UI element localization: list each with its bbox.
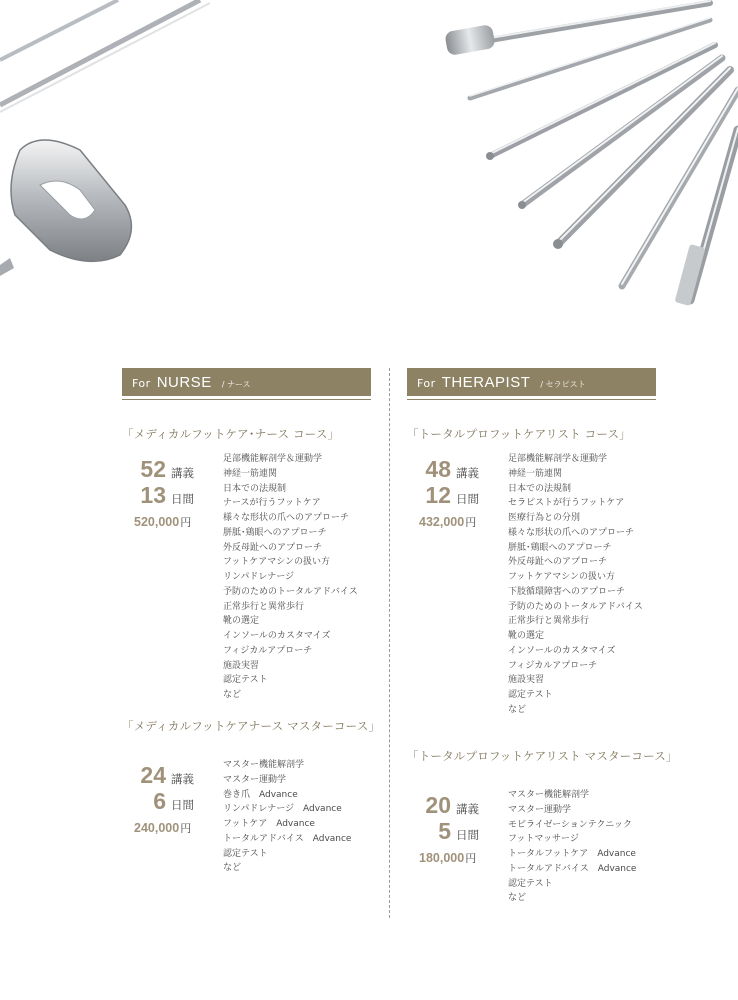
topic-item: 医療行為との分別	[508, 513, 581, 523]
header-role: NURSE	[156, 374, 212, 391]
lecture-count: 24	[140, 762, 166, 788]
course-stats	[419, 456, 504, 530]
course-title: 「メディカルフットケアナース マスターコース」	[122, 719, 381, 733]
lecture-count: 20	[425, 792, 451, 818]
day-unit: 日間	[171, 798, 194, 812]
header-role: THERAPIST	[441, 374, 531, 391]
topic-item: 靴の選定	[223, 616, 260, 627]
topic-item: 様々な形状の爪へのアプローチ	[508, 527, 635, 538]
topic-item: インソールのカスタマイズ	[508, 645, 616, 656]
day-count: 13	[140, 482, 166, 508]
course-stats	[134, 762, 219, 836]
topic-list	[223, 758, 351, 876]
course-stats	[134, 456, 219, 530]
topic-item: 下肢循環障害へのアプローチ	[508, 586, 626, 597]
topic-item: リンパドレナージ	[223, 572, 295, 582]
header-sub: / ナース	[221, 380, 251, 389]
topic-item: 足部機能解剖学＆運動学	[223, 454, 323, 464]
topic-item: 正常歩行と異常歩行	[508, 616, 590, 627]
lecture-unit: 講義	[456, 466, 479, 480]
course-details	[407, 456, 656, 748]
topic-item: トータルアドバイス Advance	[508, 863, 637, 874]
topic-item: フットケアマシンの扱い方	[508, 572, 615, 582]
topic-item: 胼胝･鶏眼へのアプローチ	[223, 527, 327, 538]
topic-item: 施設実習	[508, 675, 545, 686]
topic-list	[508, 452, 643, 718]
topic-item: 予防のためのトータルアドバイス	[508, 601, 643, 612]
topic-item: 神経一筋連関	[223, 468, 278, 479]
topic-item: リンパドレナージ Advance	[223, 804, 342, 815]
price-unit: 円	[465, 517, 477, 529]
topic-list	[223, 452, 358, 703]
price-unit: 円	[465, 853, 477, 865]
day-unit: 日間	[456, 492, 479, 506]
day-unit: 日間	[171, 492, 194, 506]
topic-item: 外反母趾へのアプローチ	[223, 542, 323, 553]
header-for: For	[417, 377, 436, 390]
topic-item: 施設実習	[223, 660, 260, 671]
course-title: 「トータルプロフットケアリスト コース」	[407, 427, 631, 441]
price-value: 520,000	[134, 515, 180, 529]
topic-item: マスター運動学	[223, 774, 287, 785]
header-for: For	[132, 377, 151, 390]
topic-item: 巻き爪 Advance	[223, 789, 298, 800]
foot-care-tools-image	[0, 0, 738, 330]
therapist-column	[407, 368, 678, 904]
course-stats	[419, 792, 504, 866]
topic-item: マスター機能解剖学	[508, 790, 590, 800]
topic-item: など	[223, 863, 242, 874]
topic-item: 外反母趾へのアプローチ	[508, 557, 608, 568]
topic-item: 認定テスト	[508, 690, 553, 700]
price-unit: 円	[180, 823, 192, 835]
topic-item: など	[223, 690, 242, 700]
topic-item: 認定テスト	[508, 878, 553, 889]
topic-item: 様々な形状の爪へのアプローチ	[223, 513, 350, 523]
topic-item: 胼胝･鶏眼へのアプローチ	[508, 542, 612, 553]
topic-item: インソールのカスタマイズ	[223, 631, 331, 641]
topic-item: トータルフットケア Advance	[508, 849, 636, 859]
price-value: 240,000	[134, 821, 180, 835]
column-divider	[389, 368, 390, 918]
topic-item: 神経一筋連関	[508, 468, 563, 479]
price-value: 432,000	[419, 515, 465, 529]
day-unit: 日間	[456, 828, 479, 842]
course-title: 「トータルプロフットケアリスト マスターコース」	[407, 749, 678, 763]
topic-item: など	[508, 704, 527, 715]
course-price	[419, 850, 504, 866]
topic-item: フットケア Advance	[223, 819, 315, 829]
lecture-unit: 講義	[171, 772, 194, 786]
lecture-count: 48	[425, 456, 451, 482]
nurse-header	[122, 368, 371, 396]
course-title: 「メディカルフットケア･ナース コース」	[122, 427, 340, 441]
topic-item: マスター機能解剖学	[223, 760, 305, 770]
header-sub: / セラピスト	[540, 380, 586, 389]
price-value: 180,000	[419, 851, 465, 865]
topic-item: フットケアマシンの扱い方	[223, 557, 330, 568]
day-count: 12	[425, 482, 451, 508]
topic-item: 予防のためのトータルアドバイス	[223, 586, 358, 597]
course-price	[419, 514, 504, 530]
topic-item: マスター運動学	[508, 804, 572, 815]
topic-item: 認定テスト	[223, 848, 268, 859]
day-count: 6	[153, 788, 166, 814]
topic-item: 日本での法規制	[508, 483, 572, 494]
course-details	[122, 456, 371, 718]
topic-list	[508, 788, 636, 906]
topic-item: 認定テスト	[223, 675, 268, 686]
topic-item: モビライゼーションテクニック	[508, 819, 632, 830]
topic-item: セラピストが行うフットケア	[508, 498, 625, 509]
topic-item: 正常歩行と異常歩行	[223, 601, 305, 612]
price-unit: 円	[180, 517, 192, 529]
therapist-header	[407, 368, 656, 396]
topic-item: フィジカルアプローチ	[223, 645, 313, 656]
header-rule	[407, 399, 656, 400]
topic-item: ナースが行うフットケア	[223, 498, 321, 509]
topic-item: 靴の選定	[508, 631, 545, 641]
nurse-column	[122, 368, 381, 874]
lecture-count: 52	[140, 456, 166, 482]
lecture-unit: 講義	[171, 466, 194, 480]
lecture-unit: 講義	[456, 802, 479, 816]
header-rule	[122, 399, 371, 400]
topic-item: など	[508, 893, 527, 904]
topic-item: 日本での法規制	[223, 483, 287, 494]
topic-item: フットマッサージ	[508, 834, 579, 845]
course-price	[134, 514, 219, 530]
topic-item: 足部機能解剖学＆運動学	[508, 454, 608, 464]
topic-item: トータルアドバイス Advance	[223, 833, 352, 844]
course-price	[134, 820, 219, 836]
day-count: 5	[438, 818, 451, 844]
topic-item: フィジカルアプローチ	[508, 660, 598, 671]
